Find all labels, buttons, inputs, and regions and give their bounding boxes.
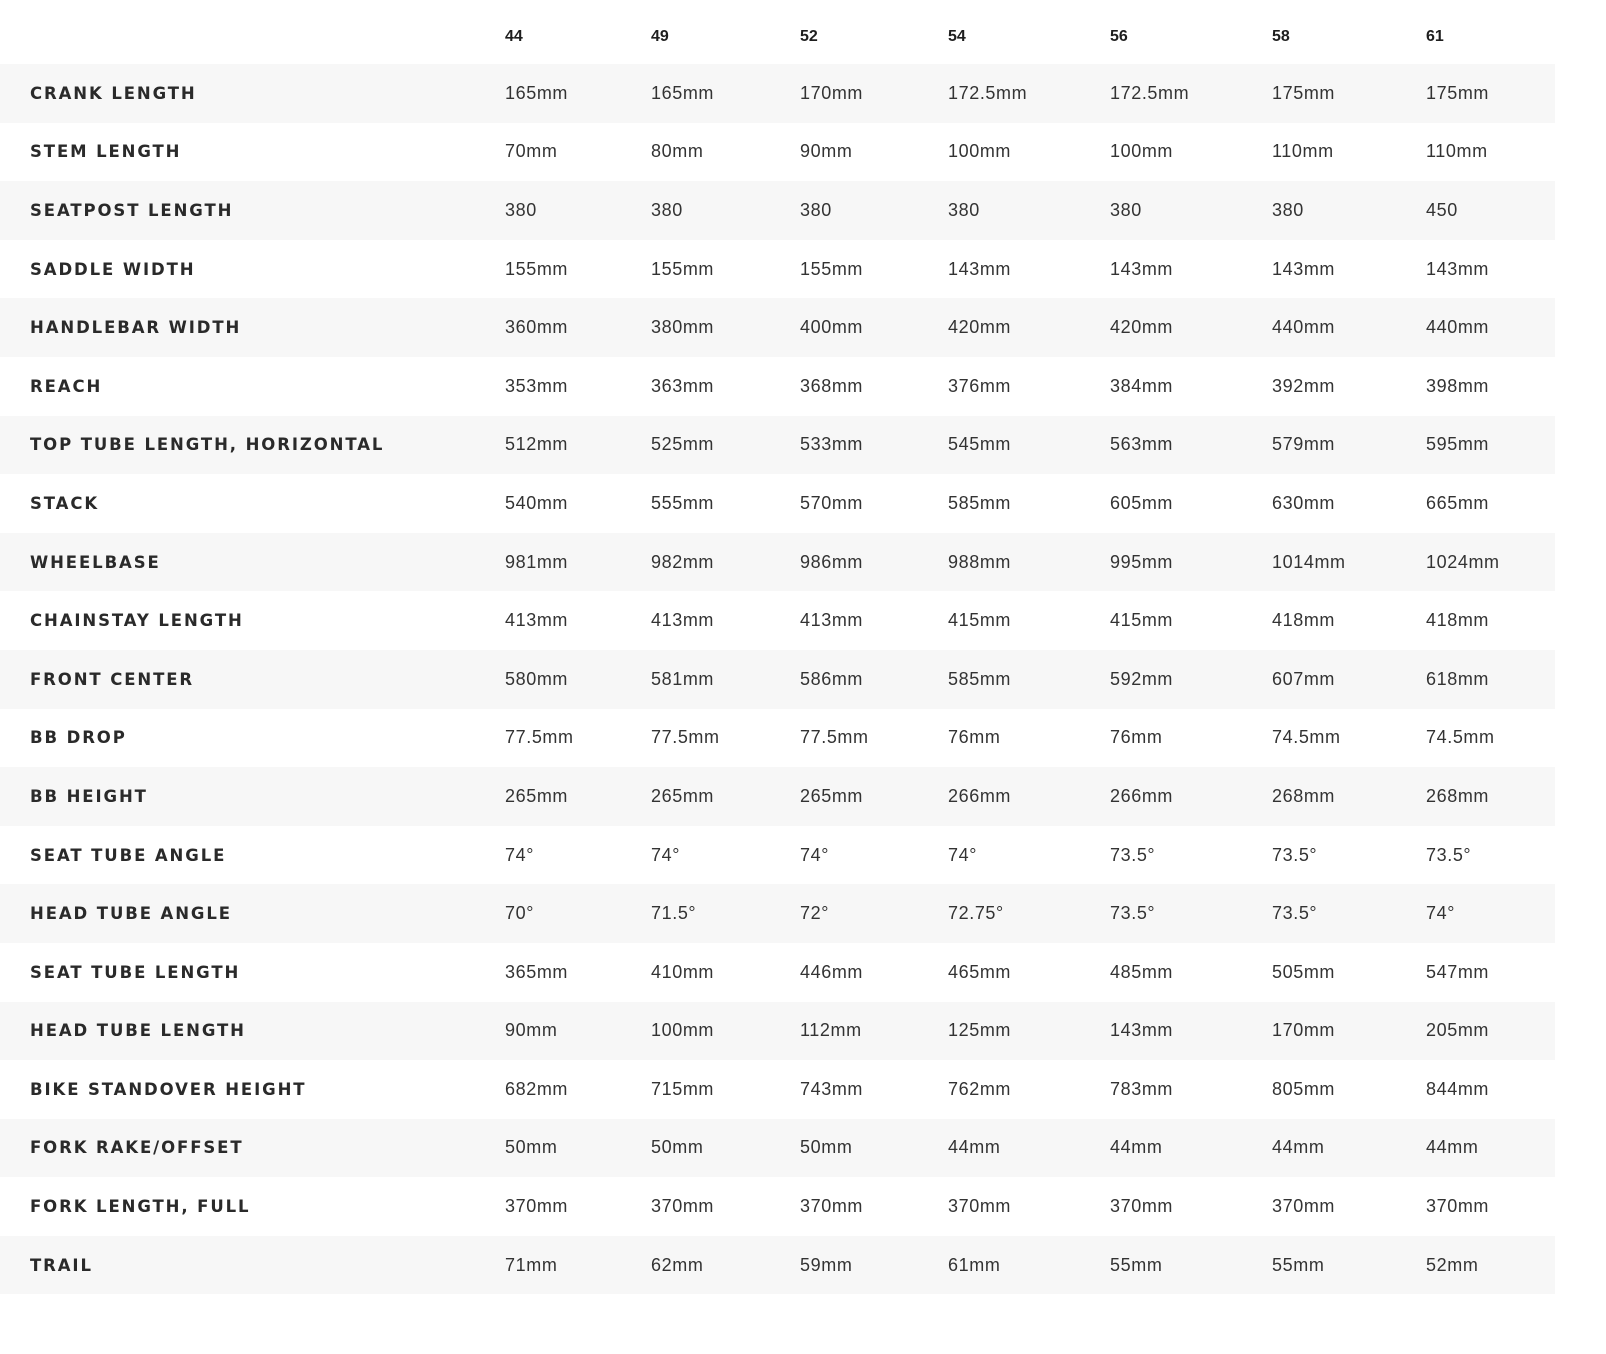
table-cell: 415mm [1110, 610, 1174, 631]
table-cell: 440mm [1272, 317, 1336, 338]
table-row-head-tube-length [0, 1002, 1555, 1061]
table-cell: 90mm [800, 141, 853, 162]
table-cell: 110mm [1272, 141, 1334, 162]
table-cell: 100mm [1110, 141, 1174, 162]
table-cell: 563mm [1110, 434, 1174, 455]
table-row-handlebar-width [0, 298, 1555, 357]
table-row-stack [0, 474, 1555, 533]
table-row-seat-tube-angle [0, 826, 1555, 885]
table-cell: 370mm [1426, 1196, 1490, 1217]
row-label: SEATPOST LENGTH [30, 200, 234, 220]
table-cell: 44mm [1426, 1137, 1479, 1158]
table-cell: 265mm [505, 785, 569, 806]
table-cell: 143mm [1110, 1020, 1174, 1041]
table-cell: 172.5mm [1110, 82, 1190, 103]
size-44-header: 44 [505, 27, 523, 45]
table-cell: 165mm [651, 82, 715, 103]
table-cell: 420mm [1110, 317, 1174, 338]
table-cell: 62mm [651, 1254, 704, 1275]
table-cell: 266mm [948, 785, 1012, 806]
table-cell: 44mm [1272, 1137, 1325, 1158]
table-cell: 400mm [800, 317, 864, 338]
table-cell: 165mm [505, 82, 569, 103]
table-cell: 70° [505, 903, 535, 924]
table-cell: 505mm [1272, 961, 1336, 982]
row-label: SEAT TUBE LENGTH [30, 962, 241, 982]
table-cell: 618mm [1426, 668, 1490, 689]
table-cell: 77.5mm [800, 727, 869, 748]
table-cell: 413mm [651, 610, 715, 631]
table-cell: 446mm [800, 961, 864, 982]
table-cell: 418mm [1272, 610, 1336, 631]
table-cell: 125mm [948, 1020, 1012, 1041]
table-cell: 450 [1426, 199, 1458, 220]
table-cell: 50mm [800, 1137, 853, 1158]
table-cell: 143mm [1426, 258, 1490, 279]
table-cell: 74.5mm [1426, 727, 1495, 748]
table-row-bike-standover-height [0, 1060, 1555, 1119]
table-cell: 370mm [505, 1196, 569, 1217]
table-cell: 265mm [651, 785, 715, 806]
row-label: HEAD TUBE ANGLE [30, 904, 232, 924]
table-row-wheelbase [0, 533, 1555, 592]
table-cell: 112mm [800, 1020, 862, 1041]
table-cell: 175mm [1426, 82, 1490, 103]
table-cell: 61mm [948, 1254, 1001, 1275]
table-cell: 265mm [800, 785, 864, 806]
row-label: BB HEIGHT [30, 786, 148, 806]
table-cell: 380 [948, 199, 980, 220]
row-label: BIKE STANDOVER HEIGHT [30, 1079, 307, 1099]
table-cell: 665mm [1426, 492, 1490, 513]
table-row-chainstay-length [0, 591, 1555, 650]
table-cell: 844mm [1426, 1078, 1490, 1099]
table-cell: 380 [800, 199, 832, 220]
table-cell: 205mm [1426, 1020, 1490, 1041]
table-cell: 74° [651, 844, 681, 865]
table-cell: 370mm [1110, 1196, 1174, 1217]
table-cell: 413mm [505, 610, 569, 631]
row-label: SADDLE WIDTH [30, 259, 196, 279]
table-cell: 418mm [1426, 610, 1490, 631]
table-row-seatpost-length [0, 181, 1555, 240]
table-cell: 398mm [1426, 375, 1490, 396]
table-row-fork-length-full [0, 1177, 1555, 1236]
table-cell: 410mm [651, 961, 715, 982]
row-label: HEAD TUBE LENGTH [30, 1021, 246, 1041]
table-cell: 74.5mm [1272, 727, 1341, 748]
size-54-header: 54 [948, 27, 966, 45]
table-cell: 986mm [800, 551, 864, 572]
table-cell: 74° [505, 844, 535, 865]
table-cell: 175mm [1272, 82, 1336, 103]
table-cell: 988mm [948, 551, 1012, 572]
table-cell: 368mm [800, 375, 864, 396]
table-cell: 607mm [1272, 668, 1336, 689]
table-cell: 365mm [505, 961, 569, 982]
row-label: FORK RAKE/OFFSET [30, 1138, 244, 1158]
table-cell: 90mm [505, 1020, 558, 1041]
size-49-header: 49 [651, 27, 669, 45]
row-label: CHAINSTAY LENGTH [30, 611, 244, 631]
table-cell: 73.5° [1110, 903, 1156, 924]
table-cell: 110mm [1426, 141, 1488, 162]
table-cell: 715mm [651, 1078, 715, 1099]
table-cell: 995mm [1110, 551, 1174, 572]
table-cell: 743mm [800, 1078, 864, 1099]
row-label: CRANK LENGTH [30, 83, 197, 103]
table-cell: 44mm [1110, 1137, 1163, 1158]
row-label: TRAIL [30, 1255, 93, 1275]
geometry-table [0, 5, 1555, 1294]
table-cell: 363mm [651, 375, 715, 396]
row-label: SEAT TUBE ANGLE [30, 845, 227, 865]
table-cell: 630mm [1272, 492, 1336, 513]
table-cell: 155mm [505, 258, 569, 279]
table-cell: 77.5mm [505, 727, 574, 748]
table-cell: 586mm [800, 668, 864, 689]
table-cell: 172.5mm [948, 82, 1028, 103]
table-row-bb-height [0, 767, 1555, 826]
table-cell: 592mm [1110, 668, 1174, 689]
size-52-header: 52 [800, 27, 818, 45]
table-cell: 72° [800, 903, 830, 924]
table-cell: 360mm [505, 317, 569, 338]
table-cell: 783mm [1110, 1078, 1174, 1099]
table-cell: 268mm [1272, 785, 1336, 806]
row-label: HANDLEBAR WIDTH [30, 318, 242, 338]
table-cell: 370mm [1272, 1196, 1336, 1217]
table-cell: 55mm [1272, 1254, 1325, 1275]
size-61-header: 61 [1426, 27, 1444, 45]
table-cell: 100mm [948, 141, 1012, 162]
table-cell: 540mm [505, 492, 569, 513]
table-cell: 50mm [651, 1137, 704, 1158]
table-cell: 555mm [651, 492, 715, 513]
table-cell: 76mm [948, 727, 1001, 748]
table-row-bb-drop [0, 709, 1555, 768]
table-cell: 682mm [505, 1078, 569, 1099]
table-row-stem-length [0, 123, 1555, 182]
table-cell: 415mm [948, 610, 1012, 631]
table-cell: 580mm [505, 668, 569, 689]
table-cell: 143mm [1272, 258, 1336, 279]
table-cell: 74° [1426, 903, 1456, 924]
table-cell: 384mm [1110, 375, 1174, 396]
table-cell: 579mm [1272, 434, 1336, 455]
table-cell: 547mm [1426, 961, 1490, 982]
table-cell: 465mm [948, 961, 1012, 982]
table-cell: 376mm [948, 375, 1012, 396]
size-56-header: 56 [1110, 27, 1128, 45]
table-cell: 570mm [800, 492, 864, 513]
table-cell: 73.5° [1272, 844, 1318, 865]
table-cell: 981mm [505, 551, 569, 572]
table-cell: 170mm [800, 82, 864, 103]
table-row-trail [0, 1236, 1555, 1295]
table-cell: 80mm [651, 141, 704, 162]
table-cell: 170mm [1272, 1020, 1336, 1041]
table-cell: 525mm [651, 434, 715, 455]
row-label: FORK LENGTH, FULL [30, 1197, 251, 1217]
table-cell: 155mm [800, 258, 864, 279]
table-cell: 1014mm [1272, 551, 1346, 572]
table-cell: 512mm [505, 434, 569, 455]
table-cell: 380 [1110, 199, 1142, 220]
table-cell: 143mm [948, 258, 1012, 279]
row-label: FRONT CENTER [30, 669, 195, 689]
table-cell: 73.5° [1110, 844, 1156, 865]
table-row-reach [0, 357, 1555, 416]
table-cell: 353mm [505, 375, 569, 396]
table-cell: 77.5mm [651, 727, 720, 748]
table-cell: 71.5° [651, 903, 697, 924]
table-cell: 73.5° [1426, 844, 1472, 865]
table-cell: 50mm [505, 1137, 558, 1158]
table-cell: 762mm [948, 1078, 1012, 1099]
table-cell: 73.5° [1272, 903, 1318, 924]
row-label: WHEELBASE [30, 552, 161, 572]
row-label: STEM LENGTH [30, 142, 182, 162]
table-cell: 44mm [948, 1137, 1001, 1158]
table-cell: 52mm [1426, 1254, 1479, 1275]
table-cell: 392mm [1272, 375, 1336, 396]
size-header-row [0, 5, 1555, 64]
table-cell: 74° [800, 844, 830, 865]
table-row-fork-rake-offset [0, 1119, 1555, 1178]
table-cell: 70mm [505, 141, 558, 162]
row-label: STACK [30, 493, 100, 513]
table-cell: 585mm [948, 492, 1012, 513]
table-cell: 533mm [800, 434, 864, 455]
table-cell: 380 [651, 199, 683, 220]
row-label: REACH [30, 376, 103, 396]
table-cell: 143mm [1110, 258, 1174, 279]
table-row-saddle-width [0, 240, 1555, 299]
table-cell: 55mm [1110, 1254, 1163, 1275]
table-cell: 805mm [1272, 1078, 1336, 1099]
table-cell: 380 [505, 199, 537, 220]
table-cell: 1024mm [1426, 551, 1500, 572]
table-cell: 380 [1272, 199, 1304, 220]
table-row-head-tube-angle [0, 884, 1555, 943]
row-label: TOP TUBE LENGTH, HORIZONTAL [30, 435, 385, 455]
table-cell: 380mm [651, 317, 715, 338]
table-row-front-center [0, 650, 1555, 709]
table-cell: 370mm [651, 1196, 715, 1217]
table-cell: 370mm [948, 1196, 1012, 1217]
table-cell: 595mm [1426, 434, 1490, 455]
table-cell: 74° [948, 844, 978, 865]
table-cell: 155mm [651, 258, 715, 279]
table-cell: 585mm [948, 668, 1012, 689]
table-cell: 59mm [800, 1254, 853, 1275]
row-label: BB DROP [30, 728, 127, 748]
table-cell: 268mm [1426, 785, 1490, 806]
table-row-seat-tube-length [0, 943, 1555, 1002]
table-cell: 581mm [651, 668, 715, 689]
table-cell: 440mm [1426, 317, 1490, 338]
table-row-crank-length [0, 64, 1555, 123]
table-cell: 605mm [1110, 492, 1174, 513]
size-58-header: 58 [1272, 27, 1290, 45]
table-cell: 370mm [800, 1196, 864, 1217]
table-cell: 545mm [948, 434, 1012, 455]
table-cell: 100mm [651, 1020, 715, 1041]
table-cell: 413mm [800, 610, 864, 631]
table-cell: 72.75° [948, 903, 1004, 924]
table-cell: 76mm [1110, 727, 1163, 748]
table-row-top-tube-length [0, 416, 1555, 475]
table-cell: 420mm [948, 317, 1012, 338]
table-cell: 982mm [651, 551, 715, 572]
table-cell: 266mm [1110, 785, 1174, 806]
table-cell: 71mm [505, 1254, 558, 1275]
table-cell: 485mm [1110, 961, 1174, 982]
